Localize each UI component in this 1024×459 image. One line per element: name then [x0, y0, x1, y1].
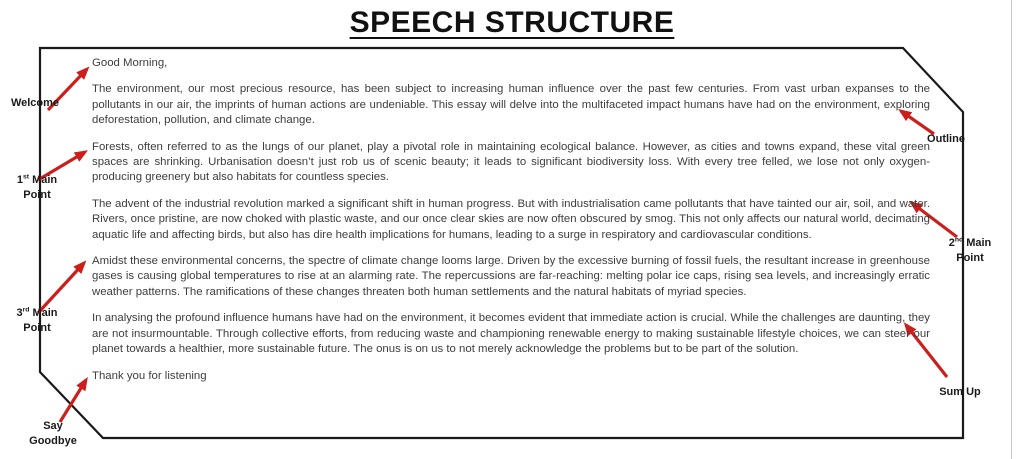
label-word-main: Main — [32, 174, 58, 186]
label-sum-up: Sum Up — [939, 386, 981, 398]
speech-body — [92, 56, 930, 395]
page-title: SPEECH STRUCTURE — [349, 6, 675, 39]
label-word-point: Point — [956, 252, 984, 264]
arrow-say-goodbye-icon — [60, 380, 86, 422]
page-edge-line — [1011, 0, 1012, 459]
ordinal-number: 1 — [16, 174, 23, 186]
label-word-goodbye: Goodbye — [29, 435, 77, 447]
speech-closing: Thank you for listening — [92, 369, 207, 382]
ordinal-number: 3 — [16, 307, 23, 319]
speech-paragraph-deforestation: Forests, often referred to as the lungs of our planet, play a pivotal role in maintaining ecological balance. However, as cities and towns expand, these vital green spaces are shrinking. Urbanisation doesn’t just rob us of scenic beauty; it leads to significant biodiversity loss. With every tree felled, we lose not only oxygen-producing greenery but also habitats for countless species. — [92, 140, 930, 184]
ordinal-suffix: nd — [954, 236, 964, 244]
label-welcome: Welcome — [10, 97, 60, 109]
speech-paragraph-climate: Amidst these environmental concerns, the spectre of climate change looms large. Driven by the excessive burning of fossil fuels, the resultant increase in greenhouse gases is causing global temperatures to rise at an alarming rate. The repercussions are far-reaching: melting polar ice caps, rising sea levels, and increasingly erratic weather patterns. The ramifications of these changes threaten both human settlements and the natural habitats of myriad species. — [92, 255, 930, 298]
ordinal-suffix: rd — [22, 306, 30, 314]
label-1st-main-point — [8, 173, 66, 203]
label-outline: Outline — [927, 133, 965, 145]
speech-greeting: Good Morning, — [92, 57, 168, 69]
label-word-main: Main — [32, 307, 58, 319]
speech-paragraph-intro: The environment, our most precious resource, has been subject to increasing human influence over the past few centuries. From vast urban expanses to the pollutants in our air, the imprints of human actions are undeniable. This essay will delve into the multifaceted impact humans have had on the environment, exploring deforestation, pollution, and climate change. — [92, 83, 930, 127]
label-word-point: Point — [23, 189, 51, 201]
label-3rd-main-point — [8, 306, 66, 336]
label-word-point: Point — [23, 322, 51, 334]
label-2nd-main-point — [938, 236, 1002, 266]
label-word-main: Main — [966, 237, 992, 249]
label-word-say: Say — [43, 420, 63, 432]
ordinal-number: 2 — [948, 237, 955, 249]
speech-paragraph-conclusion: In analysing the profound influence humans have had on the environment, it becomes evident that immediate action is crucial. While the challenges are daunting, they are not insurmountable. Through collective efforts, from reducing waste and championing renewable energy to making sustainable lifestyle choices, we can steer our planet towards a healthier, more sustainable future. The onus is on us to not merely acknowledge the problems but to be part of the solution. — [92, 312, 930, 356]
ordinal-suffix: st — [23, 173, 30, 181]
speech-paragraph-pollution: The advent of the industrial revolution marked a significant shift in human progress. But with industrialisation came pollutants that have tainted our air, soil, and water. Rivers, once pristine, are now choked with plastic waste, and our once clear skies are now often obscured by smog. This not only affects our natural world, decimating aquatic life and affecting birds, but also has dire health implications for humans, leading to a surge in respiratory and cardiovascular conditions. — [92, 197, 930, 241]
label-say-goodbye — [22, 419, 84, 449]
